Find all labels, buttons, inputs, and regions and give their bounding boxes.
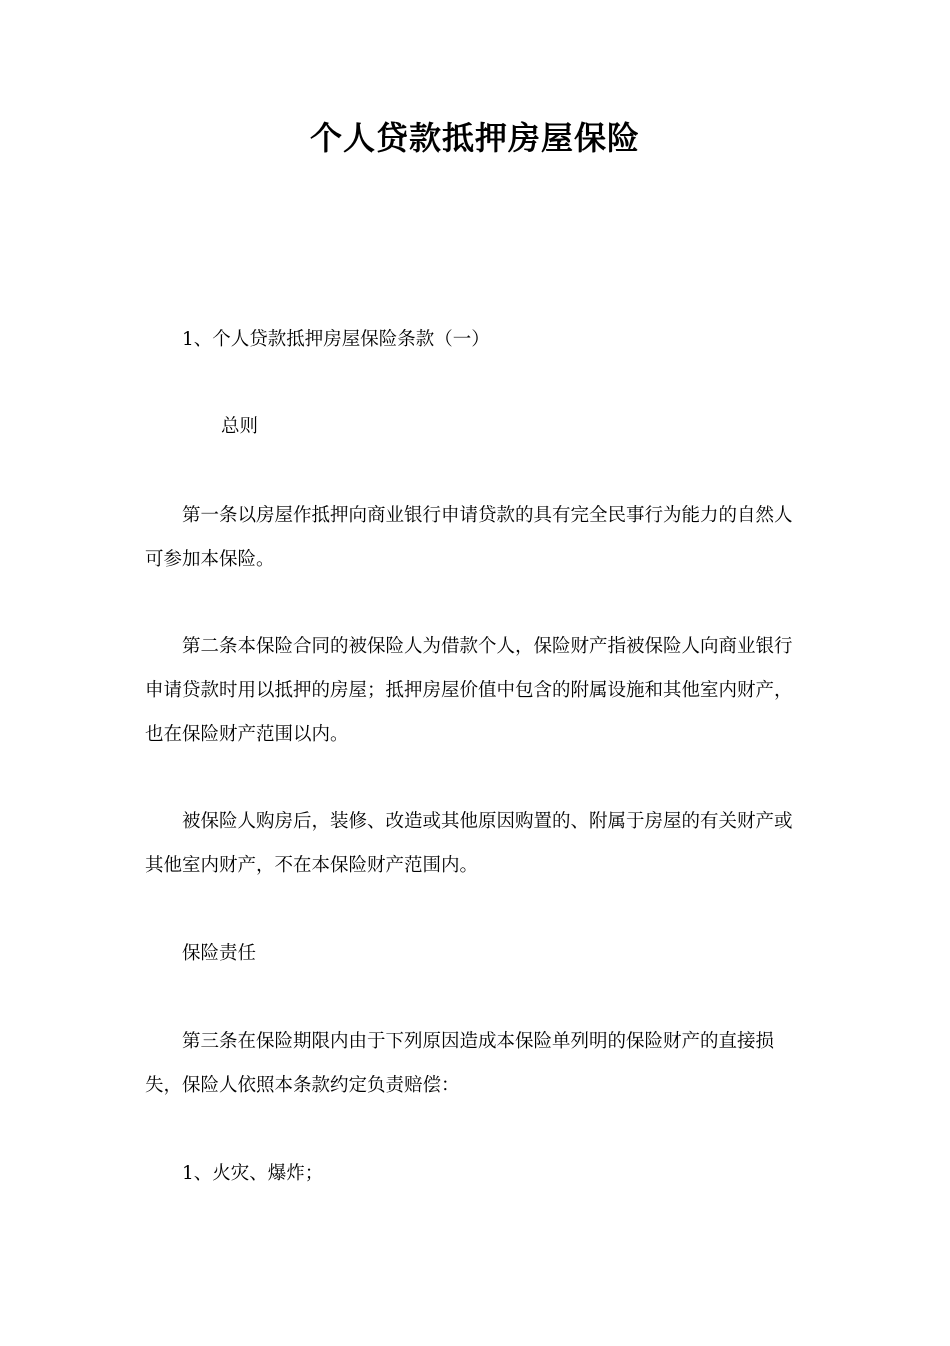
section-heading-liability: 保险责任 [182,943,257,964]
paragraph-article-2: 第二条本保险合同的被保险人为借款个人，保险财产指被保险人向商业银行申请贷款时用以抵押的房屋；抵押房屋价值中包含的附属设施和其他室内财产，也在保险财产范围以内。 [145,636,793,745]
list-item-fire-explosion: 1、火灾、爆炸； [182,1163,324,1184]
paragraph-exclusion: 被保险人购房后，装修、改造或其他原因购置的、附属于房屋的有关财产或其他室内财产，不在本保险财产范围内。 [145,811,793,876]
section-heading-general: 总则 [221,416,259,437]
section-heading-clause-one: 1、个人贷款抵押房屋保险条款（一） [182,329,490,350]
paragraph-article-3: 第三条在保险期限内由于下列原因造成本保险单列明的保险财产的直接损失，保险人依照本条款约定负责赔偿： [145,1031,775,1096]
document-title: 个人贷款抵押房屋保险 [309,119,640,157]
paragraph-article-1: 第一条以房屋作抵押向商业银行申请贷款的具有完全民事行为能力的自然人可参加本保险。 [145,505,793,570]
